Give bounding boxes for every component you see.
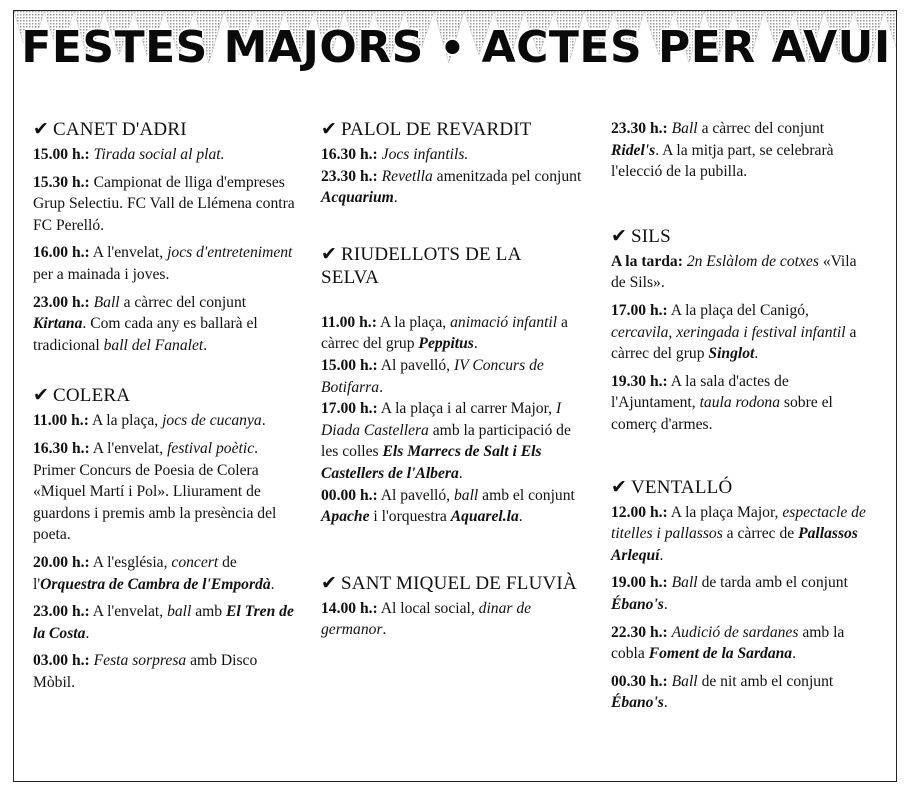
event-item: 23.30 h.: Ball a càrrec del conjunt Ridel's. A la mitja part, se celebrarà l'elecció de la pubilla. [611,120,834,181]
event-item: 03.00 h.: Festa sorpresa amb Disco Mòbil. [33,652,258,691]
event-item: 15.30 h.: Campionat de lliga d'empreses Grup Selectiu. FC Vall de Llémena contra FC Perelló. [33,173,295,234]
event-item: 00.00 h.: Al pavelló, ball amb el conjunt Apache i l'orquestra Aquarel.la. [321,486,575,526]
checkmark-icon: ✔ [33,119,50,140]
page-title [0,22,912,73]
event-item: 15.00 h.: Al pavelló, IV Concurs de Botifarra. [321,356,544,396]
event-item: A la tarda: 2n Eslàlom de cotxes «Vila de Sils». [611,252,857,292]
checkmark-icon: ✔ [611,225,628,247]
event-item: 23.30 h.: Revetlla amenitzada pel conjunt Acquarium. [321,167,582,207]
checkmark-icon: ✔ [321,572,338,594]
event-item: 22.30 h.: Audició de sardanes amb la cobla Foment de la Sardana. [611,623,845,663]
section-heading-canet: ✔ CANET D'ADRI [33,119,187,140]
title-left: FESTES MAJORS [21,22,424,73]
event-item: 23.00 h.: A l'envelat, ball amb El Tren de la Costa. [33,603,294,642]
checkmark-icon: ✔ [321,119,338,140]
column-1 [33,118,295,699]
section-heading-palol: ✔ PALOL DE REVARDIT [321,119,532,140]
event-item: 23.00 h.: Ball a càrrec del conjunt Kirtana. Com cada any es ballarà el tradicional ball del Fanalet. [33,293,258,354]
event-item: 15.00 h.: Tirada social al plat. [33,146,225,163]
checkmark-icon: ✔ [33,385,50,407]
event-item: 00.30 h.: Ball de nit amb el conjunt Ébano's. [611,672,834,712]
section-heading-sils: ✔ SILS [611,225,671,247]
checkmark-icon: ✔ [611,476,628,498]
event-item: 14.00 h.: Al local social, dinar de germanor. [321,599,532,639]
event-item: 20.00 h.: A l'església, concert de l'Orquestra de Cambra de l'Empordà. [33,553,275,593]
column-2 [321,118,583,647]
event-item: 17.00 h.: A la plaça del Canigó, cercavila, xeringada i festival infantil a càrrec del grup Singlot. [611,301,857,363]
event-item: 19.00 h.: Ball de tarda amb el conjunt Ébano's. [611,574,848,613]
section-heading-riudellots: ✔ RIUDELLOTS DE LA SELVA [321,243,521,288]
title-right: ACTES PER AVUI [481,22,891,73]
checkmark-icon: ✔ [321,243,338,265]
event-item: 16.30 h.: Jocs infantils. [321,146,469,163]
section-heading-sant-miquel: ✔ SANT MIQUEL DE FLUVIÀ [321,572,577,594]
section-heading-ventallo: ✔ VENTALLÓ [611,476,733,498]
event-item: 11.00 h.: A la plaça, jocs de cucanya. [33,412,266,430]
column-3 [611,118,873,720]
event-item: 17.00 h.: A la plaça i al carrer Major, I Diada Castellera amb la participació de les colles Els Marrecs de Salt i Els Castellers de l'Albera. [321,400,571,482]
event-item: 19.30 h.: A la sala d'actes de l'Ajuntament, taula rodona sobre el comerç d'armes. [611,372,833,433]
event-item: 11.00 h.: A la plaça, animació infantil a càrrec del grup Peppitus. [321,313,568,353]
title-bullet: • [439,26,466,72]
event-item: 16.30 h.: A l'envelat, festival poètic. Primer Concurs de Poesia de Colera «Miquel Martí i Pol». Lliurament de guardons i premis amb la presència del poeta. [33,439,277,544]
event-item: 12.00 h.: A la plaça Major, espectacle de titelles i pallassos a càrrec de Pallassos Arlequí. [611,503,866,564]
section-heading-colera: ✔ COLERA [33,385,131,407]
event-item: 16.00 h.: A l'envelat, jocs d'entreteniment per a mainada i joves. [33,244,293,283]
